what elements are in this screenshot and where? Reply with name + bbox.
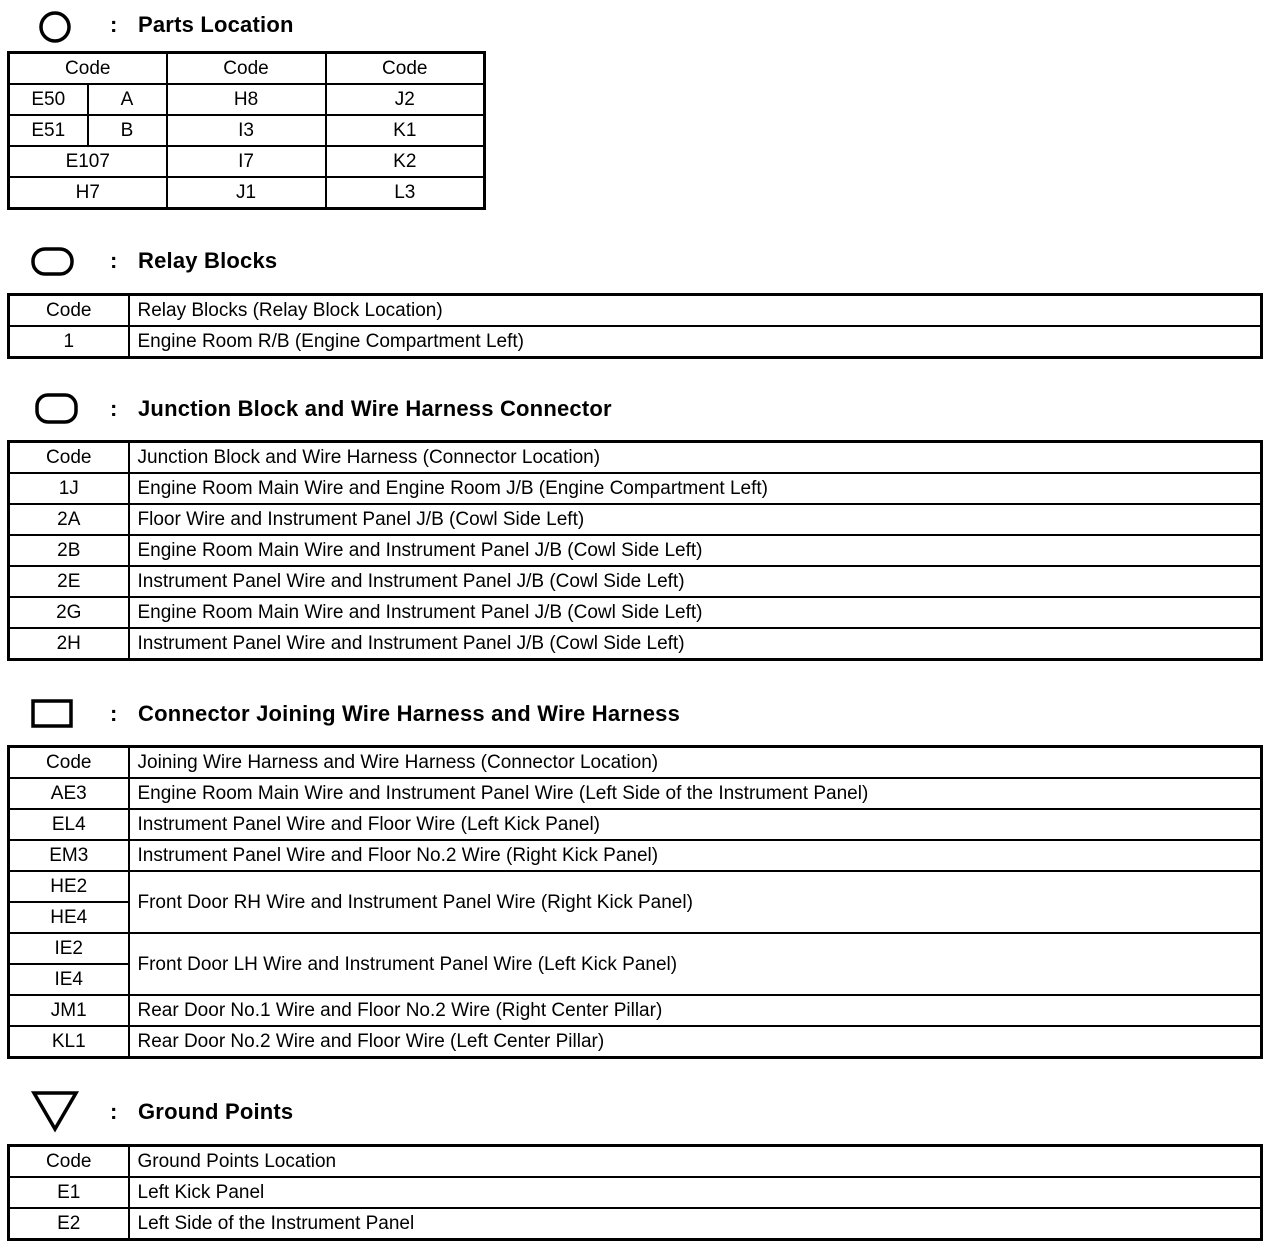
table-row	[9, 1026, 1262, 1058]
desc-cell: Rear Door No.2 Wire and Floor Wire (Left Center Pillar)	[129, 1026, 1262, 1058]
table-row	[9, 535, 1262, 566]
code-cell: 2A	[9, 504, 129, 535]
table-row	[9, 504, 1262, 535]
code-cell: L3	[326, 177, 485, 209]
junction-block-table	[7, 440, 1263, 661]
code-cell: JM1	[9, 995, 129, 1026]
ground-points-table	[7, 1144, 1263, 1241]
desc-cell: Front Door RH Wire and Instrument Panel Wire (Right Kick Panel)	[129, 871, 1262, 933]
junction-block-header	[0, 390, 1000, 430]
header-code-cell: Code	[9, 295, 129, 327]
table-row	[9, 84, 485, 115]
table-header-row	[9, 53, 485, 85]
table-row	[9, 326, 1262, 358]
relay-blocks-table	[7, 293, 1263, 359]
header-cell: Code	[167, 53, 326, 85]
header-desc-cell: Ground Points Location	[129, 1146, 1262, 1178]
header-code-cell: Code	[9, 1146, 129, 1178]
code-cell: 1J	[9, 473, 129, 504]
section-colon: :	[110, 12, 118, 37]
desc-cell: Engine Room R/B (Engine Compartment Left)	[129, 326, 1262, 358]
desc-cell: Front Door LH Wire and Instrument Panel Wire (Left Kick Panel)	[129, 933, 1262, 995]
table-row	[9, 1177, 1262, 1208]
square-icon	[30, 697, 76, 731]
code-cell: K2	[326, 146, 485, 177]
desc-cell: Instrument Panel Wire and Floor Wire (Left Kick Panel)	[129, 809, 1262, 840]
desc-cell: Left Kick Panel	[129, 1177, 1262, 1208]
desc-cell: Left Side of the Instrument Panel	[129, 1208, 1262, 1240]
code-cell: E107	[9, 146, 167, 177]
code-cell: E50	[9, 84, 88, 115]
desc-cell: Floor Wire and Instrument Panel J/B (Cowl Side Left)	[129, 504, 1262, 535]
code-cell: K1	[326, 115, 485, 146]
code-cell: AE3	[9, 778, 129, 809]
code-cell: H7	[9, 177, 167, 209]
header-desc-cell: Relay Blocks (Relay Block Location)	[129, 295, 1262, 327]
table-row	[9, 566, 1262, 597]
table-row	[9, 871, 1262, 902]
code-cell: I7	[167, 146, 326, 177]
code-cell: J2	[326, 84, 485, 115]
table-row	[9, 995, 1262, 1026]
section-colon: :	[110, 396, 118, 421]
code-cell: HE2	[9, 871, 129, 902]
section-colon: :	[110, 1099, 118, 1124]
code-cell: J1	[167, 177, 326, 209]
section-title: Parts Location	[138, 12, 294, 37]
code-cell: 2G	[9, 597, 129, 628]
parts-location-table	[7, 51, 486, 210]
table-header-row	[9, 295, 1262, 327]
desc-cell: Engine Room Main Wire and Instrument Panel Wire (Left Side of the Instrument Panel)	[129, 778, 1262, 809]
header-desc-cell: Joining Wire Harness and Wire Harness (Connector Location)	[129, 747, 1262, 779]
relay-blocks-header	[0, 242, 1000, 282]
code-cell: KL1	[9, 1026, 129, 1058]
table-header-row	[9, 442, 1262, 474]
code-cell: HE4	[9, 902, 129, 933]
desc-cell: Instrument Panel Wire and Instrument Panel J/B (Cowl Side Left)	[129, 566, 1262, 597]
header-cell: Code	[326, 53, 485, 85]
parts-location-header	[0, 8, 1000, 48]
section-colon: :	[110, 701, 118, 726]
code-cell: 1	[9, 326, 129, 358]
table-row	[9, 809, 1262, 840]
desc-cell: Engine Room Main Wire and Instrument Panel J/B (Cowl Side Left)	[129, 535, 1262, 566]
table-row	[9, 115, 485, 146]
desc-cell: Engine Room Main Wire and Instrument Panel J/B (Cowl Side Left)	[129, 597, 1262, 628]
rounded-square-icon	[34, 392, 80, 426]
code-cell: EM3	[9, 840, 129, 871]
ground-points-header	[0, 1093, 1000, 1133]
desc-cell: Rear Door No.1 Wire and Floor No.2 Wire (Right Center Pillar)	[129, 995, 1262, 1026]
code-cell: E1	[9, 1177, 129, 1208]
code-cell: IE2	[9, 933, 129, 964]
header-code-cell: Code	[9, 747, 129, 779]
code-cell: H8	[167, 84, 326, 115]
code-cell: 2B	[9, 535, 129, 566]
connector-joining-header	[0, 695, 1000, 735]
code-cell: 2H	[9, 628, 129, 660]
table-row	[9, 146, 485, 177]
section-title: Ground Points	[138, 1099, 294, 1124]
code-cell: I3	[167, 115, 326, 146]
header-cell: Code	[9, 53, 167, 85]
code-cell: EL4	[9, 809, 129, 840]
code-sub-cell: A	[88, 84, 167, 115]
code-cell: E2	[9, 1208, 129, 1240]
table-row	[9, 933, 1262, 964]
table-row	[9, 177, 485, 209]
desc-cell: Instrument Panel Wire and Instrument Panel J/B (Cowl Side Left)	[129, 628, 1262, 660]
desc-cell: Instrument Panel Wire and Floor No.2 Wire (Right Kick Panel)	[129, 840, 1262, 871]
rounded-rect-icon	[30, 246, 76, 278]
table-row	[9, 840, 1262, 871]
connector-joining-table	[7, 745, 1263, 1059]
table-row	[9, 778, 1262, 809]
header-code-cell: Code	[9, 442, 129, 474]
table-header-row	[9, 747, 1262, 779]
table-row	[9, 628, 1262, 660]
code-cell: E51	[9, 115, 88, 146]
table-row	[9, 597, 1262, 628]
table-header-row	[9, 1146, 1262, 1178]
circle-icon	[38, 10, 74, 46]
desc-cell: Engine Room Main Wire and Engine Room J/B (Engine Compartment Left)	[129, 473, 1262, 504]
table-row	[9, 1208, 1262, 1240]
code-sub-cell: B	[88, 115, 167, 146]
section-title: Junction Block and Wire Harness Connector	[138, 396, 612, 421]
section-title: Connector Joining Wire Harness and Wire Harness	[138, 701, 681, 726]
header-desc-cell: Junction Block and Wire Harness (Connector Location)	[129, 442, 1262, 474]
section-title: Relay Blocks	[138, 248, 278, 273]
section-colon: :	[110, 248, 118, 273]
code-cell: IE4	[9, 964, 129, 995]
table-row	[9, 473, 1262, 504]
code-cell: 2E	[9, 566, 129, 597]
triangle-icon	[30, 1089, 80, 1135]
